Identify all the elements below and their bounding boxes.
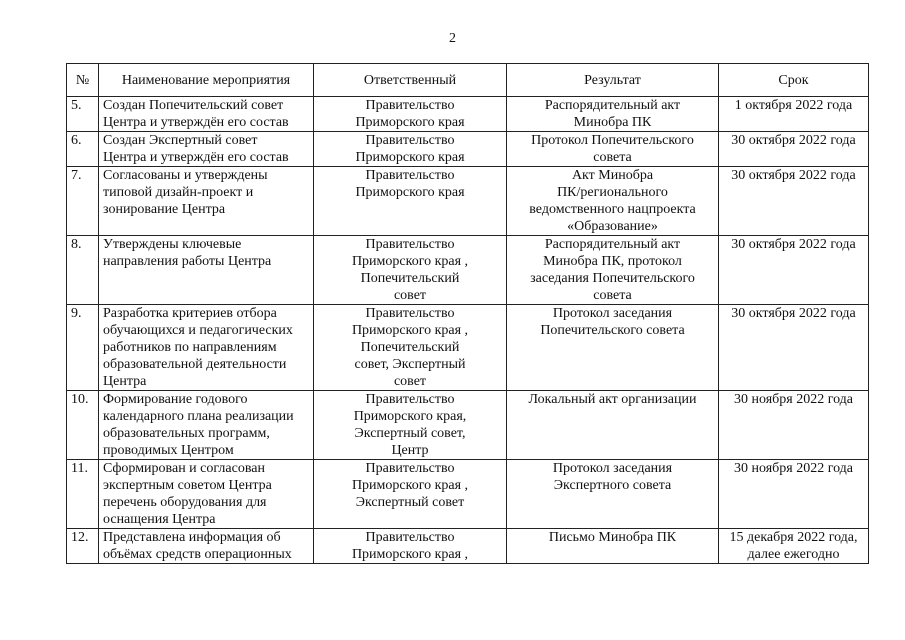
cell-text-line: совет: [393, 288, 427, 303]
cell-text-line: Протокол заседания: [552, 306, 673, 321]
cell-text-line: совета: [593, 288, 632, 303]
cell-text-line: ведомственного нацпроекта: [529, 202, 696, 217]
cell-text-line: 30 октября 2022 года: [731, 306, 856, 321]
table-row: [67, 167, 869, 236]
cell-text-line: совет: [393, 374, 427, 389]
header-result: Результат: [507, 64, 719, 97]
cell-text-line: Создан Экспертный совет: [103, 133, 258, 148]
cell-text-line: Правительство: [365, 461, 455, 476]
cell-text-line: Правительство: [365, 98, 455, 113]
cell-text-line: совет, Экспертный: [354, 357, 466, 372]
header-number: №: [67, 64, 99, 97]
cell-text-line: Правительство: [365, 168, 455, 183]
cell-deadline: [719, 167, 869, 236]
cell-text-line: Локальный акт организации: [528, 392, 697, 407]
table-row: [67, 529, 869, 564]
cell-deadline: [719, 529, 869, 564]
cell-text-line: Попечительский: [360, 271, 460, 286]
cell-responsible: [314, 236, 507, 305]
cell-text-line: Центр: [391, 443, 429, 458]
table-row: [67, 97, 869, 132]
cell-responsible: [314, 460, 507, 529]
cell-text-line: Попечительского совета: [540, 323, 685, 338]
table-body: [67, 97, 869, 564]
cell-text-line: Приморского края ,: [351, 254, 469, 269]
cell-number: 6.: [67, 132, 99, 167]
cell-text-line: Правительство: [365, 392, 455, 407]
cell-text-line: Приморского края ,: [351, 547, 469, 562]
table-row: [67, 132, 869, 167]
header-event-name: Наименование мероприятия: [99, 64, 314, 97]
cell-text-line: календарного плана реализации: [103, 409, 294, 424]
cell-text-line: оснащения Центра: [103, 512, 216, 527]
cell-deadline: [719, 460, 869, 529]
table-row: [67, 236, 869, 305]
cell-text-line: Создан Попечительский совет: [103, 98, 284, 113]
cell-result: [507, 167, 719, 236]
cell-text-line: Формирование годового: [103, 392, 248, 407]
page-number: 2: [449, 31, 456, 46]
cell-text-line: 30 октября 2022 года: [731, 133, 856, 148]
header-responsible: Ответственный: [314, 64, 507, 97]
cell-text-line: Центра и утверждён его состав: [103, 115, 289, 130]
cell-deadline: [719, 305, 869, 391]
cell-text-line: Правительство: [365, 237, 455, 252]
cell-text-line: Приморского края: [355, 115, 465, 130]
cell-deadline: [719, 132, 869, 167]
cell-text-line: 30 ноября 2022 года: [733, 461, 854, 476]
cell-result: [507, 132, 719, 167]
cell-text-line: далее ежегодно: [747, 547, 840, 562]
cell-text-line: 1 октября 2022 года: [734, 98, 853, 113]
cell-event-name: [99, 529, 314, 564]
cell-responsible: [314, 529, 507, 564]
cell-text-line: Правительство: [365, 133, 455, 148]
cell-event-name: [99, 132, 314, 167]
cell-number: 8.: [67, 236, 99, 305]
cell-text-line: зонирование Центра: [103, 202, 226, 217]
cell-responsible: [314, 305, 507, 391]
cell-responsible: [314, 132, 507, 167]
cell-text-line: Приморского края,: [353, 409, 467, 424]
cell-event-name: [99, 236, 314, 305]
cell-text-line: Представлена информация об: [103, 530, 281, 545]
cell-text-line: Распорядительный акт: [544, 98, 681, 113]
cell-number: 9.: [67, 305, 99, 391]
cell-text-line: заседания Попечительского: [530, 271, 695, 286]
cell-text-line: образовательной деятельности: [103, 357, 287, 372]
cell-text-line: Попечительский: [360, 340, 460, 355]
cell-responsible: [314, 97, 507, 132]
cell-text-line: экспертным советом Центра: [103, 478, 272, 493]
cell-text-line: Правительство: [365, 306, 455, 321]
cell-result: [507, 460, 719, 529]
cell-text-line: Экспертный совет: [355, 495, 465, 510]
cell-deadline: [719, 236, 869, 305]
cell-event-name: [99, 460, 314, 529]
cell-text-line: 30 ноября 2022 года: [733, 392, 854, 407]
cell-text-line: Акт Минобра: [571, 168, 654, 183]
table-header-row: [67, 64, 869, 97]
cell-number: 7.: [67, 167, 99, 236]
cell-text-line: перечень оборудования для: [103, 495, 267, 510]
cell-text-line: Экспертный совет,: [354, 426, 466, 441]
cell-event-name: [99, 97, 314, 132]
cell-text-line: Приморского края: [355, 185, 465, 200]
cell-text-line: Письмо Минобра ПК: [548, 530, 677, 545]
cell-number: 5.: [67, 97, 99, 132]
events-table: [66, 63, 869, 564]
cell-deadline: [719, 97, 869, 132]
cell-text-line: Приморского края: [355, 150, 465, 165]
cell-text-line: совета: [593, 150, 632, 165]
cell-text-line: Протокол Попечительского: [531, 133, 694, 148]
cell-text-line: 15 декабря 2022 года,: [729, 530, 858, 545]
cell-text-line: Минобра ПК, протокол: [543, 254, 682, 269]
cell-text-line: Правительство: [365, 530, 455, 545]
cell-number: 12.: [67, 529, 99, 564]
cell-text-line: обучающихся и педагогических: [103, 323, 293, 338]
cell-result: [507, 97, 719, 132]
cell-text-line: Приморского края ,: [351, 323, 469, 338]
cell-result: [507, 236, 719, 305]
cell-text-line: Минобра ПК: [573, 115, 652, 130]
cell-number: 11.: [67, 460, 99, 529]
table-row: [67, 391, 869, 460]
cell-text-line: направления работы Центра: [103, 254, 272, 269]
cell-responsible: [314, 167, 507, 236]
cell-text-line: Экспертного совета: [553, 478, 672, 493]
cell-event-name: [99, 391, 314, 460]
table-row: [67, 305, 869, 391]
cell-text-line: проводимых Центром: [103, 443, 234, 458]
cell-number: 10.: [67, 391, 99, 460]
cell-text-line: типовой дизайн-проект и: [103, 185, 254, 200]
header-deadline: Срок: [719, 64, 869, 97]
cell-text-line: Утверждены ключевые: [103, 237, 242, 252]
cell-text-line: Разработка критериев отбора: [103, 306, 277, 321]
cell-text-line: Центра: [103, 374, 147, 389]
cell-text-line: 30 октября 2022 года: [731, 237, 856, 252]
cell-text-line: ПК/регионального: [557, 185, 668, 200]
cell-deadline: [719, 391, 869, 460]
cell-text-line: «Образование»: [567, 219, 658, 234]
cell-text-line: Приморского края ,: [351, 478, 469, 493]
cell-text-line: 30 октября 2022 года: [731, 168, 856, 183]
cell-text-line: Распорядительный акт: [544, 237, 681, 252]
cell-event-name: [99, 305, 314, 391]
cell-text-line: Центра и утверждён его состав: [103, 150, 289, 165]
cell-text-line: Сформирован и согласован: [103, 461, 265, 476]
cell-text-line: Протокол заседания: [552, 461, 673, 476]
cell-text-line: образовательных программ,: [103, 426, 270, 441]
table-row: [67, 460, 869, 529]
cell-result: [507, 305, 719, 391]
cell-text-line: объёмах средств операционных: [103, 547, 292, 562]
cell-result: [507, 391, 719, 460]
cell-text-line: работников по направлениям: [103, 340, 277, 355]
cell-result: [507, 529, 719, 564]
cell-event-name: [99, 167, 314, 236]
cell-responsible: [314, 391, 507, 460]
cell-text-line: Согласованы и утверждены: [103, 168, 268, 183]
